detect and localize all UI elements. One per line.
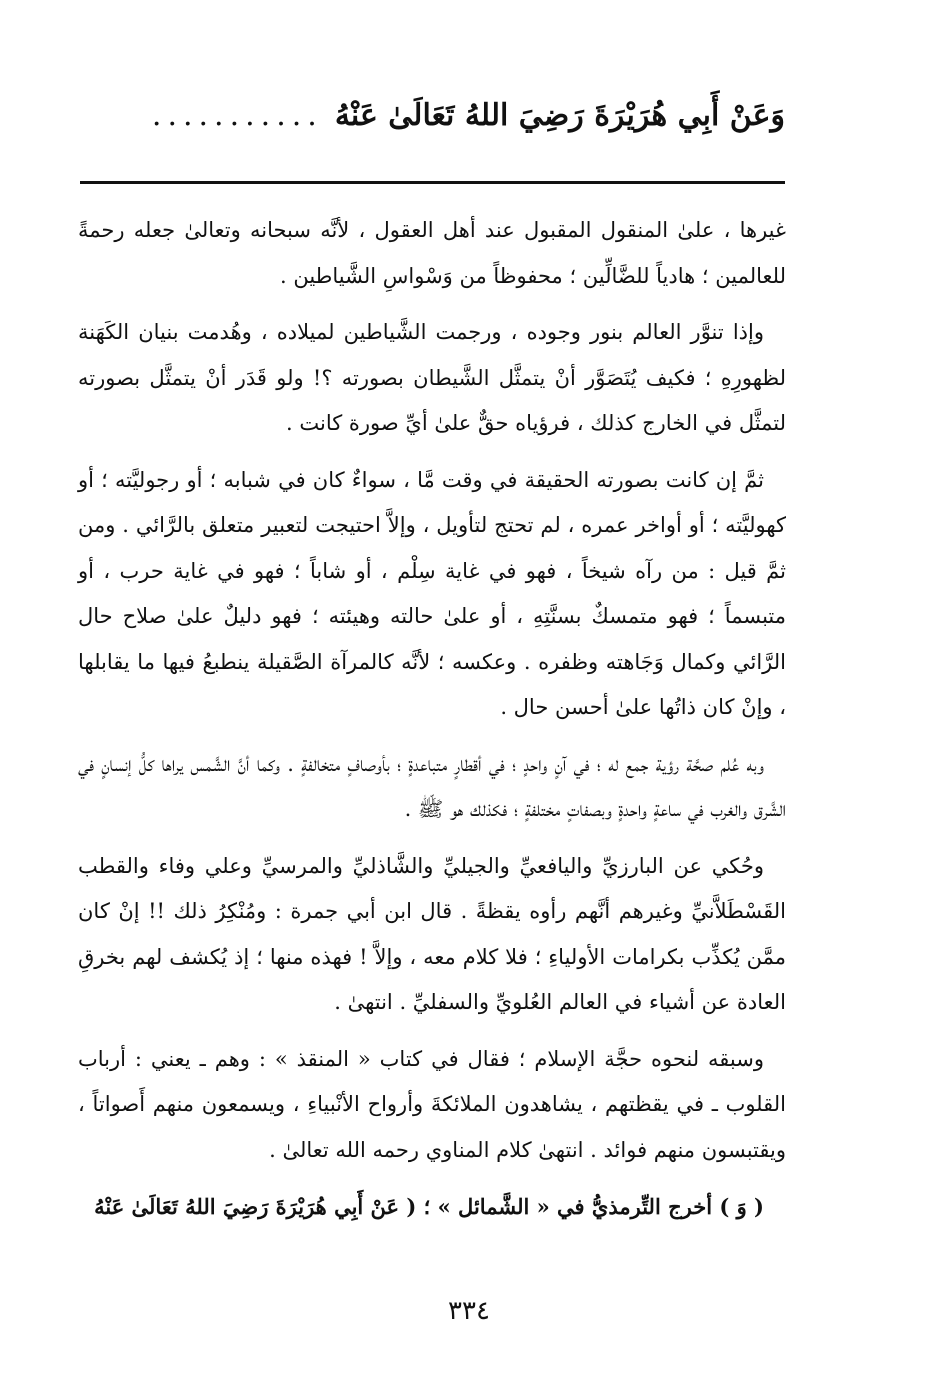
running-header-leader-dots: ........... — [151, 97, 323, 133]
body-text — [78, 208, 786, 1241]
paragraph-hadith-intro: ( وَ ) أخرج التِّرمذيُّ في « الشَّمائل » ؛ ( عَنْ أَبِي هُرَيْرَةَ رَضِيَ اللهُ تَعَالَىٰ عَنْهُ — [94, 1194, 764, 1219]
paragraph: غيرها ، علىٰ المنقول المقبول عند أهل العقول ، لأنَّه سبحانه وتعالىٰ جعله رحمةً للعالمين ؛ هادياً للضَّالِّين ؛ محفوظاً من وَسْواسِ الشَّياطين . — [78, 218, 786, 288]
paragraph: وسبقه لنحوه حجَّة الإسلام ؛ فقال في كتاب « المنقذ » : وهم ـ يعني : أرباب القلوب ـ في يقظتهم ، يشاهدون الملائكةَ وأرواح الأنْبياءِ ، ويسمعون منهم أَصواتاً ، ويقتبسون منهم فوائد . انتهىٰ كلام المناوي رحمه الله تعالىٰ . — [78, 1046, 786, 1162]
running-header — [80, 90, 785, 140]
paragraph: وحُكي عن البارزيِّ واليافعيِّ والجيليِّ والشَّاذليِّ والمرسيِّ وعلي وفاء والقطب القَسْطَلاَّنيِّ وغيرهم أنَّهم رأوه يقظةً . قال ابن أبي جمرة : ومُنْكِرُ ذلك !! إنْ كان ممَّن يُكذِّب بكرامات الأولياءِ ؛ فلا كلام معه ، وإلاَّ ! فهذه منها ؛ إذ يُكشف لهم بخرقِ العادة عن أشياء في العالم العُلويِّ والسفليِّ . انتهىٰ . — [78, 853, 786, 1014]
paragraph: وإذا تنوَّر العالم بنور وجوده ، ورجمت الشَّياطين لميلاده ، وهُدمت بنيان الكَهَنة لظهورِهِ ؛ فكيف يُتَصَوَّر أنْ يتمثَّل الشَّيطان بصورته ؟! ولو قَدَر أنْ يتمثَّل بصورته لتمثَّل في الخارج كذلك ، فرؤياه حقٌّ علىٰ أيِّ صورة كانت . — [78, 320, 786, 435]
running-header-title: وَعَنْ أَبِي هُرَيْرَةَ رَضِيَ اللهُ تَعَالَىٰ عَنْهُ — [334, 97, 785, 133]
paragraph: وبه عُلم صحَّة رؤية جمع له ؛ في آنٍ واحدٍ ؛ في أقطارٍ متباعدةٍ ؛ بأوصافٍ متخالفةٍ . وكما أنَّ الشَّمس يراها كلُّ إنسانٍ في الشَّرق والغرب في ساعةٍ واحدةٍ وبصفاتٍ مختلفةٍ ؛ فكذلك هو ﷺ . — [78, 751, 786, 821]
page-number: ٣٣٤ — [448, 1296, 490, 1326]
paragraph: ثمَّ إن كانت بصورته الحقيقة في وقت مَّا ، سواءٌ كان في شبابه ؛ أو رجوليَّته ؛ أو كهوليَّته ؛ أو أواخر عمره ، لم تحتج لتأويل ، وإلاَّ احتيجت لتعبير متعلق بالرَّائي . ومن ثمَّ قيل : من رآه شيخاً ، فهو في غاية سِلْم ، أو شاباً ؛ فهو في غاية حرب ، أو متبسماً ؛ فهو متمسكٌ بسنَّتِهِ ، أو علىٰ حالته وهيئته ؛ فهو دليلٌ علىٰ صلاح حال الرَّائي وكمال وَجَاهته وظفره . وعكسه ؛ لأنَّه كالمرآة الصَّقيلة ينطبعُ فيها ما يقابلها ، وإنْ كان ذاتُها علىٰ أحسن حال . — [78, 467, 786, 719]
header-divider — [80, 181, 785, 184]
